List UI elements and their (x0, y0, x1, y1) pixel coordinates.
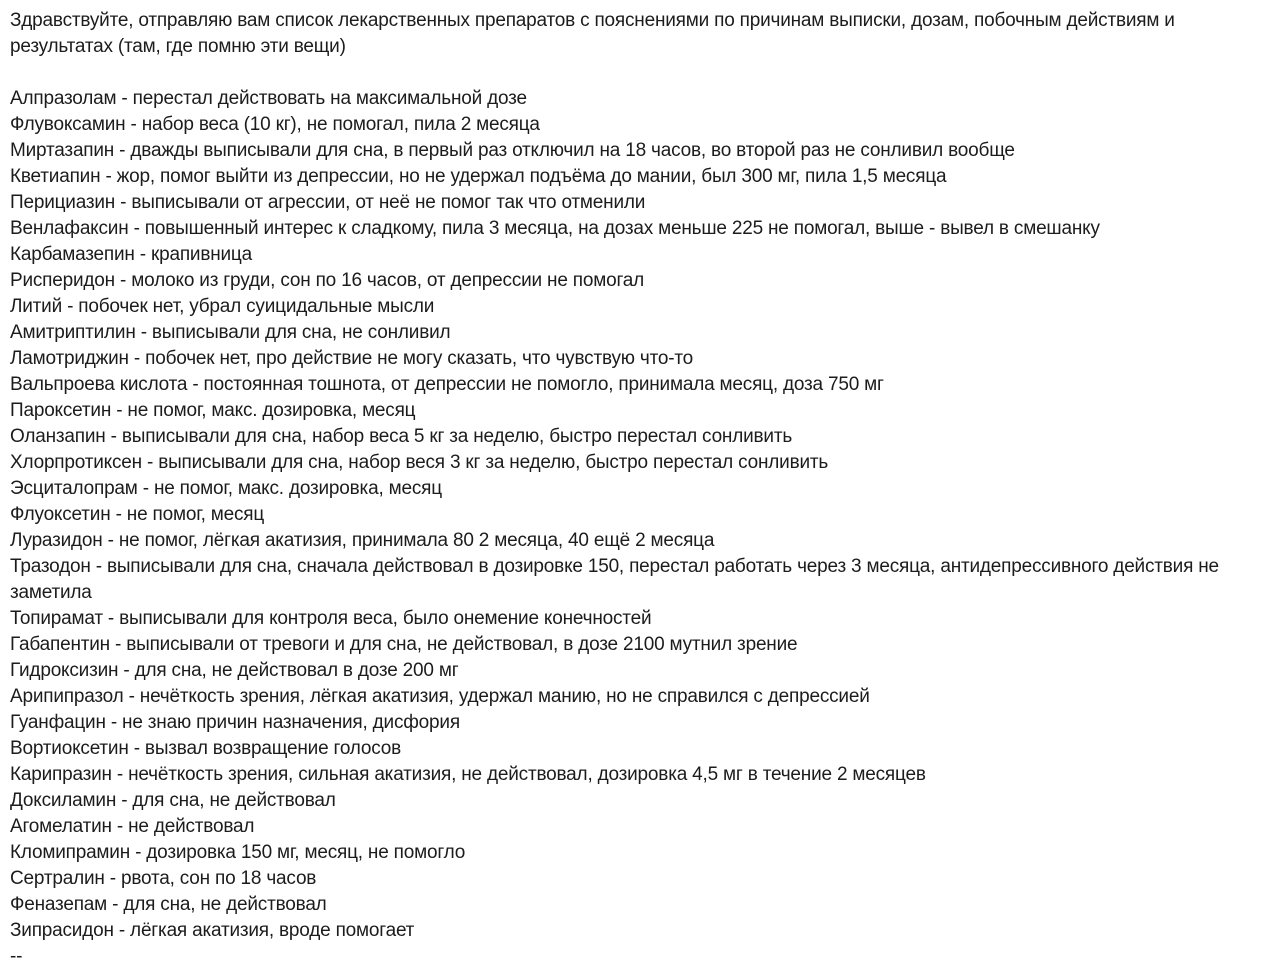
medication-line: Габапентин - выписывали от тревоги и для сна, не действовал, в дозе 2100 мутнил зрение (10, 634, 798, 655)
medication-line: Карипразин - нечёткость зрения, сильная акатизия, не действовал, дозировка 4,5 мг в течение 2 месяцев (10, 764, 926, 785)
medication-line: Литий - побочек нет, убрал суицидальные мысли (10, 296, 435, 317)
medication-line: Вортиоксетин - вызвал возвращение голосов (10, 738, 402, 759)
medication-line: Перициазин - выписывали от агрессии, от неё не помог так что отменили (10, 192, 646, 213)
medication-list (10, 86, 1252, 944)
medication-line: Кломипрамин - дозировка 150 мг, месяц, не помогло (10, 842, 466, 863)
medication-line: Луразидон - не помог, лёгкая акатизия, принимала 80 2 месяца, 40 ещё 2 месяца (10, 530, 715, 551)
medication-line: Ламотриджин - побочек нет, про действие не могу сказать, что чувствую что-то (10, 348, 694, 369)
medication-line: Феназепам - для сна, не действовал (10, 894, 327, 915)
medication-line: Венлафаксин - повышенный интерес к сладкому, пила 3 месяца, на дозах меньше 225 не помогал, выше - вывел в смешанку (10, 218, 1100, 239)
medication-line: Алпразолам - перестал действовать на максимальной дозе (10, 88, 527, 109)
medication-line: Оланзапин - выписывали для сна, набор веса 5 кг за неделю, быстро перестал сонливить (10, 426, 793, 447)
medication-line: Гидроксизин - для сна, не действовал в дозе 200 мг (10, 660, 459, 681)
medication-line: Рисперидон - молоко из груди, сон по 16 часов, от депрессии не помогал (10, 270, 645, 291)
medication-line: Пароксетин - не помог, макс. дозировка, месяц (10, 400, 416, 421)
medication-line: Доксиламин - для сна, не действовал (10, 790, 336, 811)
greeting-text: Здравствуйте, отправляю вам список лекарственных препаратов с пояснениями по причинам выписки, дозам, побочным действиям и результатах (там, где помню эти вещи) (10, 10, 1180, 57)
medication-line: Миртазапин - дважды выписывали для сна, в первый раз отключил на 18 часов, во второй раз не сонливил вообще (10, 140, 1015, 161)
medication-line: Карбамазепин - крапивница (10, 244, 252, 265)
medication-line: Флувоксамин - набор веса (10 кг), не помогал, пила 2 месяца (10, 114, 540, 135)
medication-line: Арипипразол - нечёткость зрения, лёгкая акатизия, удержал манию, но не справился с депрессией (10, 686, 870, 707)
medication-line: Агомелатин - не действовал (10, 816, 255, 837)
medication-line: Вальпроева кислота - постоянная тошнота, от депрессии не помогло, принимала месяц, доза 750 мг (10, 374, 884, 395)
medication-line: Зипрасидон - лёгкая акатизия, вроде помогает (10, 920, 415, 941)
medication-line: Эсциталопрам - не помог, макс. дозировка, месяц (10, 478, 442, 499)
medication-line: Кветиапин - жор, помог выйти из депрессии, но не удержал подъёма до мании, был 300 мг, пила 1,5 месяца (10, 166, 947, 187)
signature-delimiter: -- (10, 946, 23, 967)
medication-line: Сертралин - рвота, сон по 18 часов (10, 868, 317, 889)
medication-line: Флуоксетин - не помог, месяц (10, 504, 265, 525)
medication-line: Амитриптилин - выписывали для сна, не сонливил (10, 322, 451, 343)
medication-line: Тразодон - выписывали для сна, сначала действовал в дозировке 150, перестал работать через 3 месяца, антидепрессивного действия не заметила (10, 556, 1225, 603)
medication-line: Топирамат - выписывали для контроля веса, было онемение конечностей (10, 608, 652, 629)
medication-line: Гуанфацин - не знаю причин назначения, дисфория (10, 712, 460, 733)
medication-line: Хлорпротиксен - выписывали для сна, набор веся 3 кг за неделю, быстро перестал сонливить (10, 452, 829, 473)
blank-line (10, 60, 1252, 86)
